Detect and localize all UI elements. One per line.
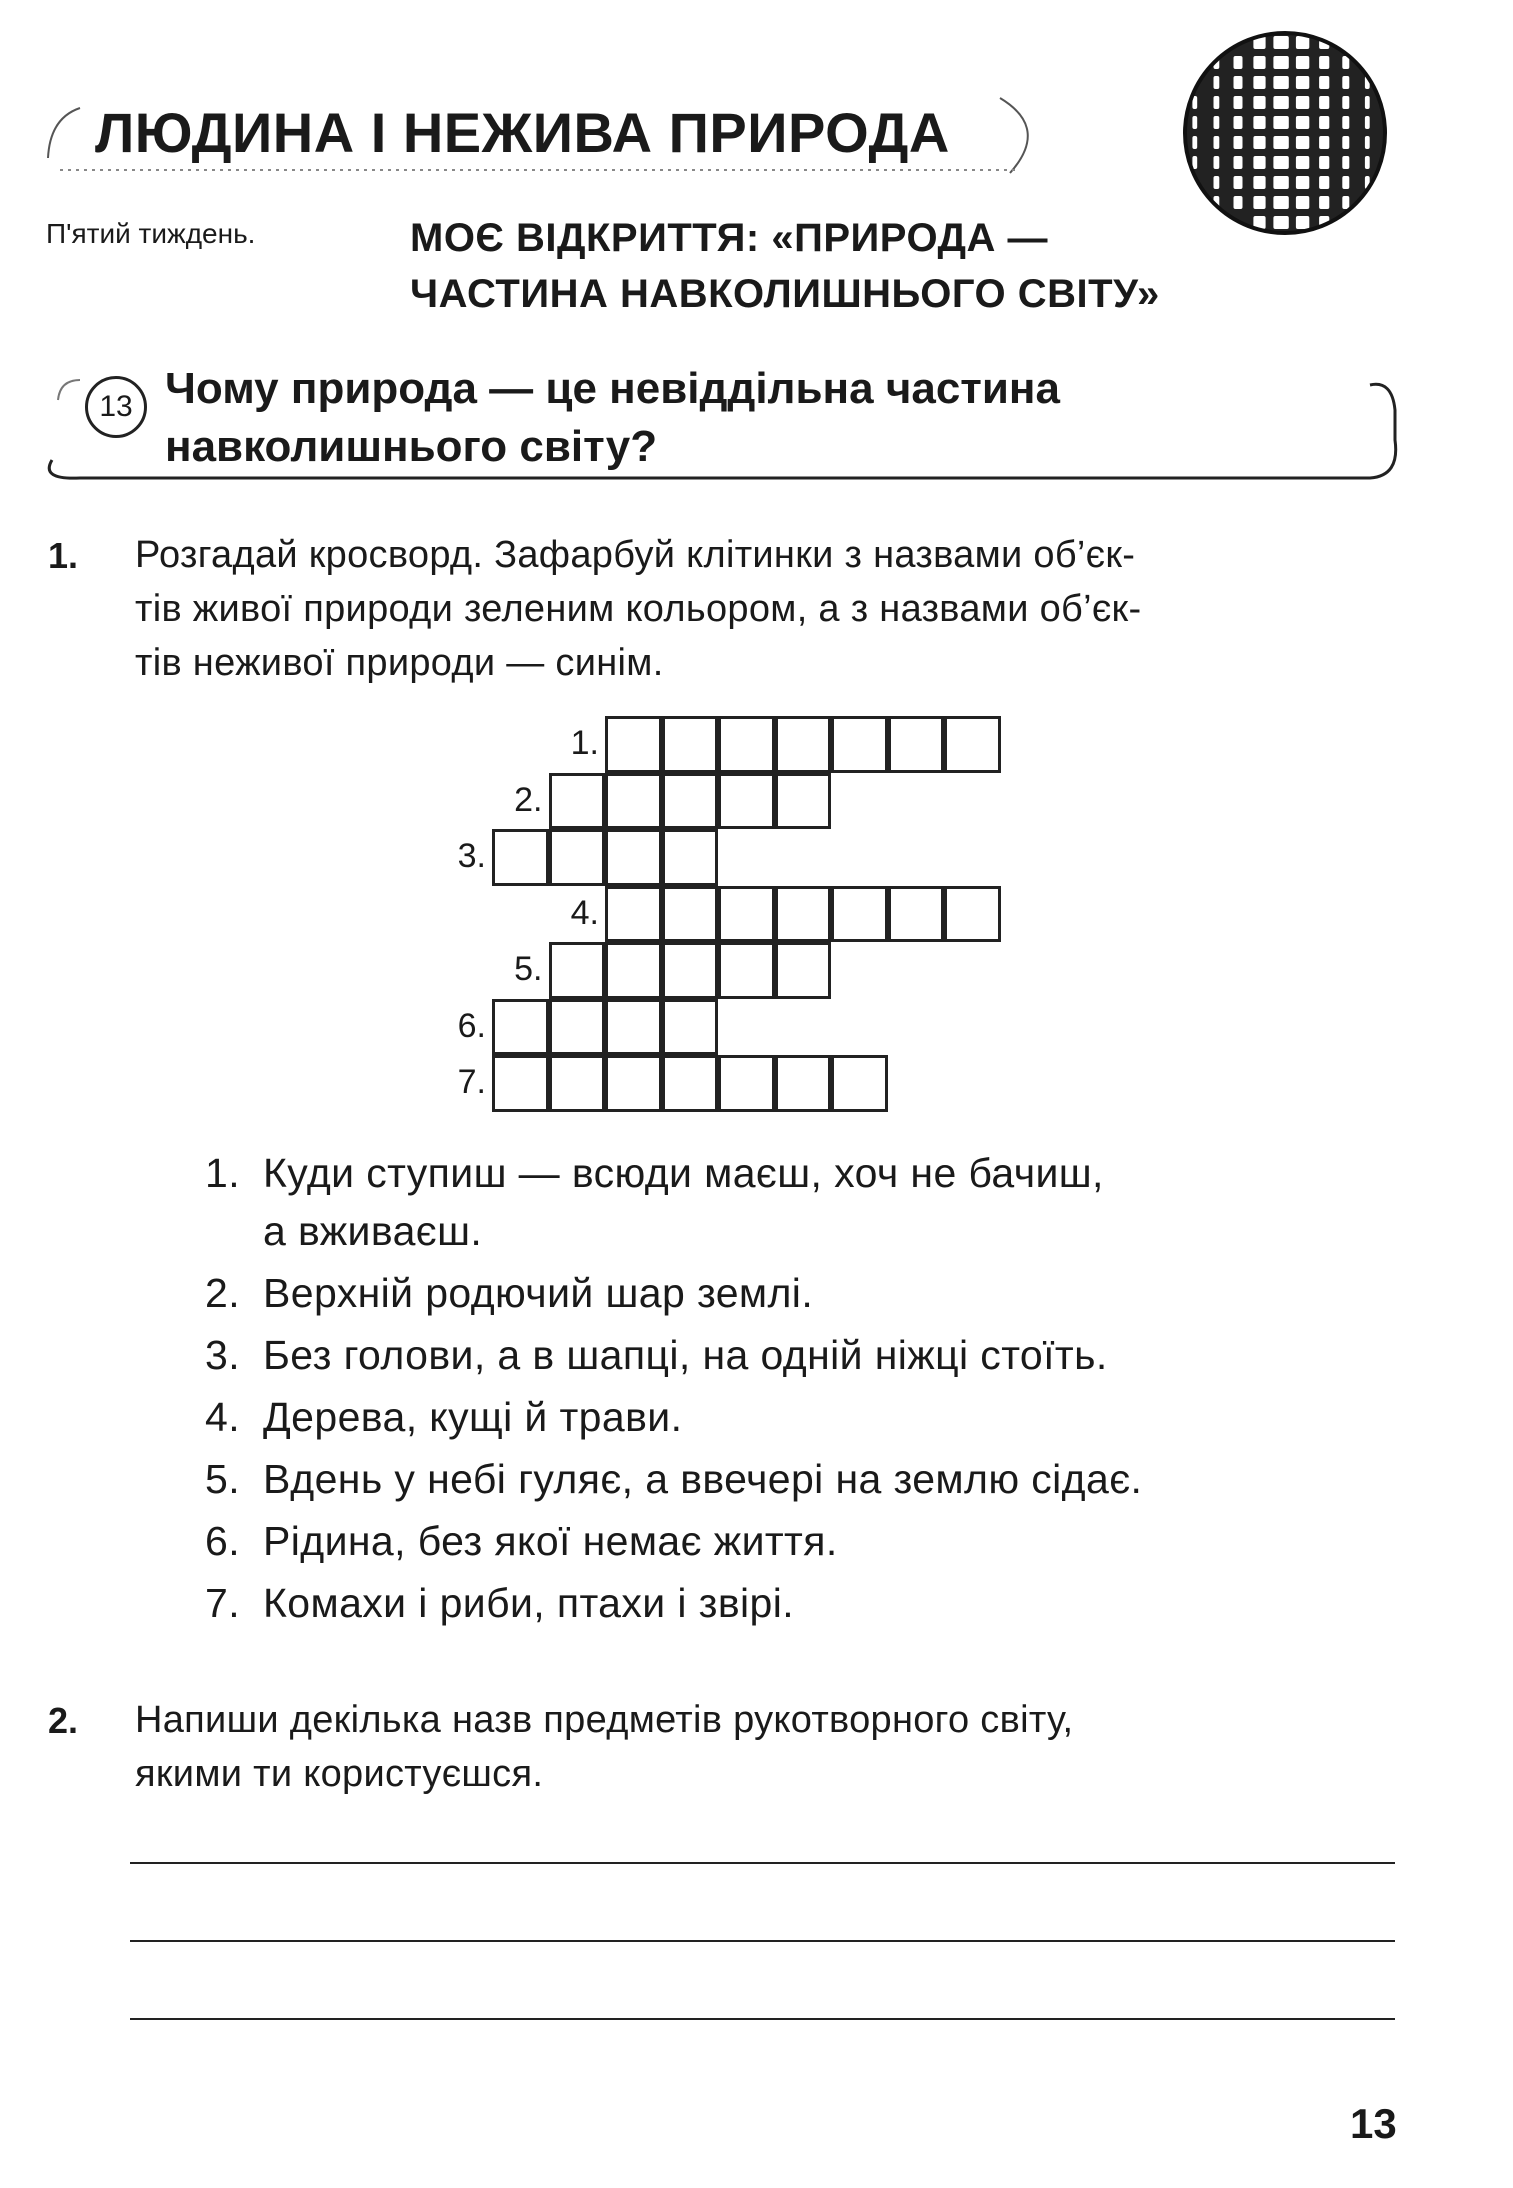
crossword-row-number: 4. [570, 893, 599, 932]
clue-1: 1. Куди ступиш — всюди маєш, хоч не бачиш, [205, 1150, 1104, 1196]
crossword-cell[interactable] [492, 829, 549, 886]
crossword-row-number: 1. [570, 724, 599, 762]
clue-2: 2. Верхній родючий шар землі. [205, 1270, 814, 1316]
crossword-cell[interactable] [775, 886, 832, 943]
crossword-cell[interactable] [549, 1055, 606, 1112]
question-number-badge: 13 [85, 376, 147, 438]
crossword-cell[interactable] [605, 829, 662, 886]
topic-title [410, 210, 1160, 322]
crossword-cell[interactable] [888, 716, 945, 773]
section-title: ЛЮДИНА І НЕЖИВА ПРИРОДА [95, 101, 950, 164]
crossword-cell[interactable] [775, 942, 832, 999]
crossword-cell[interactable] [775, 716, 832, 773]
crossword-cell[interactable] [662, 886, 719, 943]
question-title [165, 360, 1060, 476]
crossword-cell[interactable] [662, 773, 719, 830]
crossword-cell[interactable] [718, 942, 775, 999]
clue-1-continuation: а вживаєш. [263, 1208, 483, 1254]
crossword-cell[interactable] [662, 942, 719, 999]
crossword-cell[interactable] [549, 829, 606, 886]
task-1-line: тів живої природи зеленим кольором, а з назвами об’єк- [135, 588, 1142, 630]
crossword-row-number: 6. [457, 1006, 486, 1045]
clue-7: 7. Комахи і риби, птахи і звірі. [205, 1580, 795, 1626]
task-2-line: якими ти користуєшся. [135, 1753, 544, 1795]
crossword-cell[interactable] [775, 1055, 832, 1112]
crossword-cell[interactable] [944, 716, 1001, 773]
question-title-line: навколишнього світу? [165, 422, 658, 471]
task-1-number: 1. [48, 535, 79, 576]
clue-6: 6. Рідина, без якої немає життя. [205, 1518, 838, 1564]
crossword-cell[interactable] [775, 773, 832, 830]
crossword-row-number: 5. [514, 950, 543, 988]
crossword-cell[interactable] [605, 1055, 662, 1112]
task-1-instructions [135, 528, 1395, 690]
crossword-cell[interactable] [718, 716, 775, 773]
crossword-cell[interactable] [662, 716, 719, 773]
crossword-cell[interactable] [605, 773, 662, 830]
crossword-cell[interactable] [718, 886, 775, 943]
task-1-line: Розгадай кросворд. Зафарбуй клітинки з назвами об’єк- [135, 534, 1136, 576]
crossword-cell[interactable] [662, 1055, 719, 1112]
task-2-number: 2. [48, 1700, 79, 1741]
crossword-cell[interactable] [605, 716, 662, 773]
crossword-cell[interactable] [944, 886, 1001, 943]
crossword-cell[interactable] [549, 773, 606, 830]
clue-4: 4. Дерева, кущі й трави. [205, 1394, 683, 1440]
crossword-cell[interactable] [662, 999, 719, 1056]
crossword-cell[interactable] [605, 886, 662, 943]
task-2-instructions [135, 1693, 1073, 1801]
crossword-cell[interactable] [662, 829, 719, 886]
crossword-cell[interactable] [831, 886, 888, 943]
crossword-cell[interactable] [831, 716, 888, 773]
crossword-row-number: 3. [457, 837, 486, 875]
week-label: П'ятий тиждень. [46, 218, 256, 249]
answer-line[interactable] [130, 1862, 1395, 1864]
crossword-cell[interactable] [605, 942, 662, 999]
task-1-line: тів неживої природи — синім. [135, 642, 664, 684]
clue-5: 5. Вдень у небі гуляє, а ввечері на землю сідає. [205, 1456, 1143, 1502]
globe-icon [1180, 28, 1390, 238]
crossword-cell[interactable] [605, 999, 662, 1056]
crossword-cell[interactable] [492, 1055, 549, 1112]
crossword-cell[interactable] [549, 999, 606, 1056]
crossword-row-number: 2. [514, 780, 543, 819]
crossword-cell[interactable] [888, 886, 945, 943]
crossword-cell[interactable] [549, 942, 606, 999]
crossword-row-number: 7. [457, 1063, 486, 1101]
question-title-line: Чому природа — це невіддільна частина [165, 364, 1060, 413]
crossword-cell[interactable] [492, 999, 549, 1056]
clue-3: 3. Без голови, а в шапці, на одній ніжці стоїть. [205, 1332, 1108, 1378]
crossword-cell[interactable] [718, 1055, 775, 1112]
crossword-cell[interactable] [718, 773, 775, 830]
task-2-line: Напиши декілька назв предметів рукотворного світу, [135, 1699, 1074, 1741]
topic-title-line: МОЄ ВІДКРИТТЯ: «ПРИРОДА — [410, 216, 1049, 260]
page-number: 13 [1350, 2100, 1397, 2147]
answer-line[interactable] [130, 2018, 1395, 2020]
answer-line[interactable] [130, 1940, 1395, 1942]
crossword-cell[interactable] [831, 1055, 888, 1112]
topic-title-line: ЧАСТИНА НАВКОЛИШНЬОГО СВІТУ» [410, 272, 1160, 316]
